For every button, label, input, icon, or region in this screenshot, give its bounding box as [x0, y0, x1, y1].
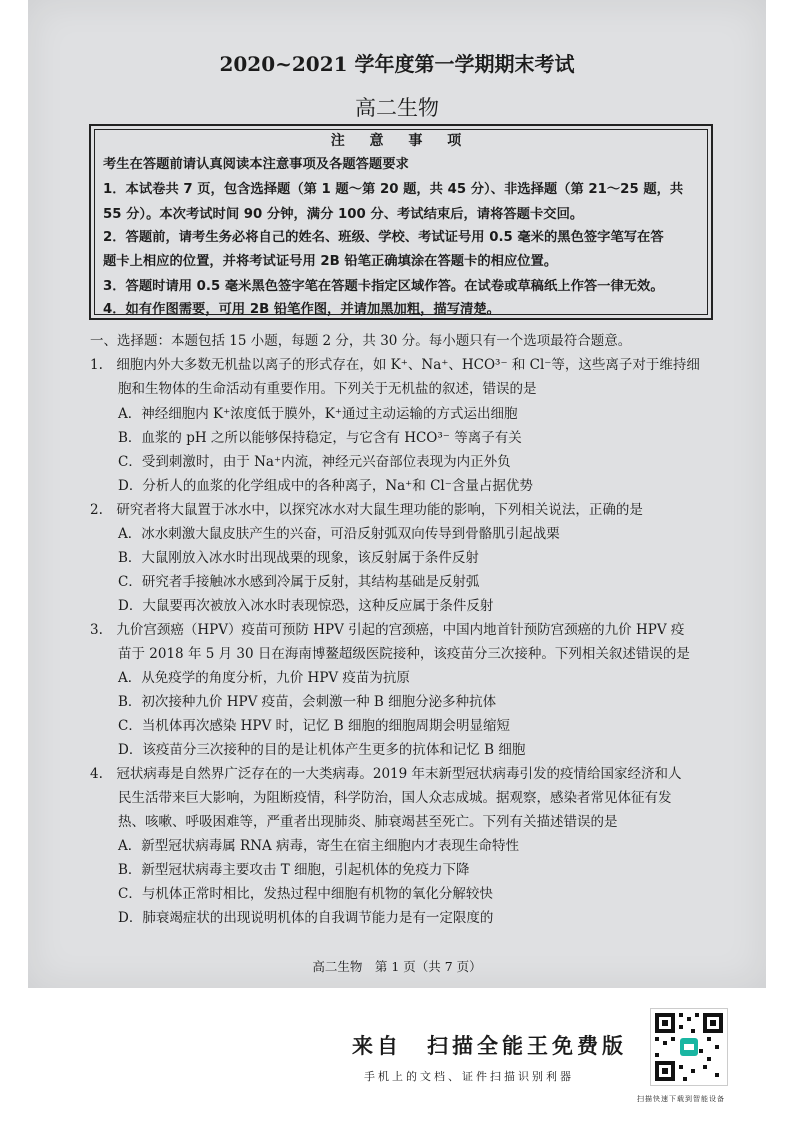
notice-line: 题卡上相应的位置，并将考试证号用 2B 铅笔正确填涂在答题卡的相应位置。 — [103, 254, 558, 269]
option: D．该疫苗分三次接种的目的是让机体产生更多的抗体和记忆 B 细胞 — [118, 742, 526, 758]
section-heading: 一、选择题：本题包括 15 小题，每题 2 分，共 30 分。每小题只有一个选项最符合题意。 — [90, 333, 632, 349]
option: A．新型冠状病毒属 RNA 病毒，寄生在宿主细胞内才表现生命特性 — [118, 838, 520, 854]
question-stem: 2. 研究者将大鼠置于冰水中，以探究冰水对大鼠生理功能的影响，下列相关说法，正确的是 — [90, 502, 643, 518]
option: B．血浆的 pH 之所以能够保持稳定，与它含有 HCO³⁻ 等离子有关 — [118, 430, 522, 446]
option: B．新型冠状病毒主要攻击 T 细胞，引起机体的免疫力下降 — [118, 862, 470, 878]
notice-line: 1．本试卷共 7 页，包含选择题（第 1 题～第 20 题，共 45 分）、非选择题（第 21～25 题，共 — [103, 182, 684, 197]
option: A．冰水刺激大鼠皮肤产生的兴奋，可沿反射弧双向传导到骨骼肌引起战栗 — [118, 526, 560, 542]
notice-line: 2．答题前，请考生务必将自己的姓名、班级、学校、考试证号用 0.5 毫米的黑色签字笔写在答 — [103, 230, 664, 245]
notice-line: 55 分）。本次考试时间 90 分钟，满分 100 分、考试结束后，请将答题卡交回。 — [103, 207, 584, 222]
scanner-tagline: 手机上的文档、证件扫描识别利器 — [364, 1070, 574, 1083]
option: C．与机体正常时相比，发热过程中细胞有机物的氧化分解较快 — [118, 886, 493, 902]
option: D．肺衰竭症状的出现说明机体的自我调节能力是有一定限度的 — [118, 910, 494, 926]
notice-line: 考生在答题前请认真阅读本注意事项及各题答题要求 — [103, 157, 409, 172]
option: A．从免疫学的角度分析，九价 HPV 疫苗为抗原 — [118, 670, 410, 686]
option: B．大鼠刚放入冰水时出现战栗的现象，该反射属于条件反射 — [118, 550, 479, 566]
option: C．研究者手接触冰水感到冷属于反射，其结构基础是反射弧 — [118, 574, 480, 590]
qr-code-icon[interactable] — [650, 1008, 728, 1086]
qr-caption: 扫描快速下载到智能设备 — [637, 1095, 725, 1103]
question-stem: 热、咳嗽、呼吸困难等，严重者出现肺炎、肺衰竭甚至死亡。下列有关描述错误的是 — [118, 814, 618, 830]
notice-title: 注 意 事 项 — [330, 133, 472, 149]
question-stem: 民生活带来巨大影响，为阻断疫情，科学防治，国人众志成城。据观察，感染者常见体征有发 — [118, 790, 672, 806]
question-stem: 胞和生物体的生命活动有重要作用。下列关于无机盐的叙述，错误的是 — [118, 381, 537, 397]
question-stem: 3. 九价宫颈癌（HPV）疫苗可预防 HPV 引起的宫颈癌，中国内地首针预防宫颈癌的九价 HPV 疫 — [90, 622, 685, 638]
notice-line: 3．答题时请用 0.5 毫米黑色签字笔在答题卡指定区域作答。在试卷或草稿纸上作答一律无效。 — [103, 279, 664, 294]
question-stem: 1. 细胞内外大多数无机盐以离子的形式存在，如 K⁺、Na⁺、HCO³⁻ 和 Cl⁻等，这些离子对于维持细 — [90, 357, 700, 373]
notice-box — [89, 124, 713, 320]
question-stem: 苗于 2018 年 5 月 30 日在海南博鳌超级医院接种，该疫苗分三次接种。下列相关叙述错误的是 — [118, 646, 690, 662]
option: A．神经细胞内 K⁺浓度低于膜外，K⁺通过主动运输的方式运出细胞 — [118, 406, 518, 422]
exam-title: 2020~2021 学年度第一学期期末考试 — [219, 52, 575, 76]
option: D．分析人的血浆的化学组成中的各种离子，Na⁺和 Cl⁻含量占据优势 — [118, 478, 533, 494]
option: D．大鼠要再次被放入冰水时表现惊恐，这种反应属于条件反射 — [118, 598, 494, 614]
option: C．当机体再次感染 HPV 时，记忆 B 细胞的细胞周期会明显缩短 — [118, 718, 511, 734]
option: B．初次接种九价 HPV 疫苗，会刺激一种 B 细胞分泌多种抗体 — [118, 694, 497, 710]
question-stem: 4. 冠状病毒是自然界广泛存在的一大类病毒。2019 年末新型冠状病毒引发的疫情给国家经济和人 — [90, 766, 682, 782]
notice-line: 4．如有作图需要，可用 2B 铅笔作图，并请加黑加粗，描写清楚。 — [103, 302, 500, 317]
subject-title: 高二生物 — [355, 96, 439, 120]
option: C．受到刺激时，由于 Na⁺内流，神经元兴奋部位表现为内正外负 — [118, 454, 511, 470]
scanner-brand: 来自 扫描全能王免费版 — [352, 1033, 627, 1058]
page-footer: 高二生物 第 1 页（共 7 页） — [312, 959, 482, 974]
